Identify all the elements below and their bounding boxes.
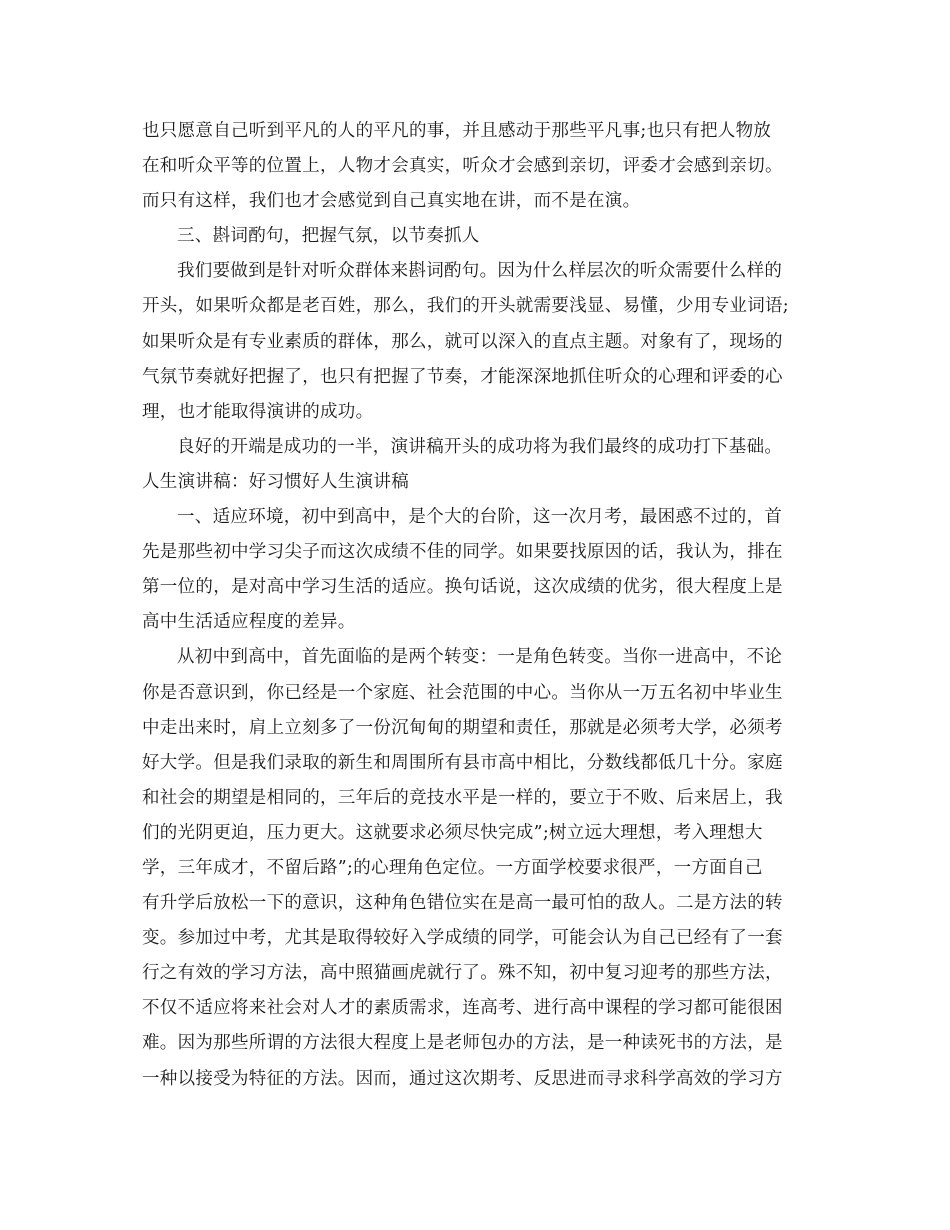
text-line: 在和听众平等的位置上，人物才会真实，听众才会感到亲切，评委才会感到亲切。: [142, 156, 783, 177]
text-line: 变。参加过中考，尤其是取得较好入学成绩的同学，可能会认为自己已经有了一套: [142, 928, 783, 949]
text-line: 一、适应环境，初中到高中，是个大的台阶，这一次月考，最困惑不过的，首: [177, 507, 783, 528]
text-line: 学，三年成才，不留后路”;的心理角色定位。一方面学校要求很严，一方面自己: [142, 857, 763, 878]
text-line: 良好的开端是成功的一半，演讲稿开头的成功将为我们最终的成功打下基础。: [177, 436, 783, 457]
text-line: 我们要做到是针对听众群体来斟词酌句。因为什么样层次的听众需要什么样的: [177, 261, 783, 282]
text-line: 好大学。但是我们录取的新生和周围所有县市高中相比，分数线都低几十分。家庭: [142, 752, 783, 773]
section-heading: 三、斟词酌句，把握气氛，以节奏抓人: [177, 226, 480, 247]
text-line: 从初中到高中，首先面临的是两个转变：一是角色转变。当你一进高中，不论: [177, 647, 783, 668]
text-line: 难。因为那些所谓的方法很大程度上是老师包办的方法，是一种读死书的方法，是: [142, 1033, 783, 1054]
text-line: 开头，如果听众都是老百姓，那么，我们的开头就需要浅显、易懂，少用专业词语;: [142, 296, 789, 317]
article-title: 人生演讲稿：好习惯好人生演讲稿: [142, 471, 409, 492]
text-line: 高中生活适应程度的差异。: [142, 612, 356, 633]
text-line: 行之有效的学习方法，高中照猫画虎就行了。殊不知，初中复习迎考的那些方法，: [142, 963, 783, 984]
text-line: 而只有这样，我们也才会感觉到自己真实地在讲，而不是在演。: [142, 191, 641, 212]
text-line: 中走出来时，肩上立刻多了一份沉甸甸的期望和责任，那就是必须考大学，必须考: [142, 717, 783, 738]
text-line: 和社会的期望是相同的，三年后的竞技水平是一样的，要立于不败、后来居上，我: [142, 787, 783, 808]
text-line: 气氛节奏就好把握了，也只有把握了节奏，才能深深地抓住听众的心理和评委的心: [142, 366, 783, 387]
text-line: 也只愿意自己听到平凡的人的平凡的事，并且感动于那些平凡事;也只有把人物放: [142, 121, 772, 141]
text-line: 们的光阴更迫，压力更大。这就要求必须尽快完成”;树立远大理想，考入理想大: [142, 822, 763, 843]
text-line: 你是否意识到，你已经是一个家庭、社会范围的中心。当你从一万五名初中毕业生: [142, 682, 783, 703]
text-line: 理，也才能取得演讲的成功。: [142, 401, 374, 422]
text-line: 一种以接受为特征的方法。因而，通过这次期考、反思进而寻求科学高效的学习方: [142, 1068, 783, 1089]
text-line: 不仅不适应将来社会对人才的素质需求，连高考、进行高中课程的学习都可能很困: [142, 998, 783, 1019]
text-line: 先是那些初中学习尖子而这次成绩不佳的同学。如果要找原因的话，我认为，排在: [142, 542, 783, 563]
text-line: 有升学后放松一下的意识，这种角色错位实在是高一最可怕的敌人。二是方法的转: [142, 893, 783, 914]
document-page: [142, 114, 810, 1097]
text-line: 第一位的，是对高中学习生活的适应。换句话说，这次成绩的优劣，很大程度上是: [142, 577, 783, 598]
text-line: 如果听众是有专业素质的群体，那么，就可以深入的直点主题。对象有了，现场的: [142, 331, 783, 352]
